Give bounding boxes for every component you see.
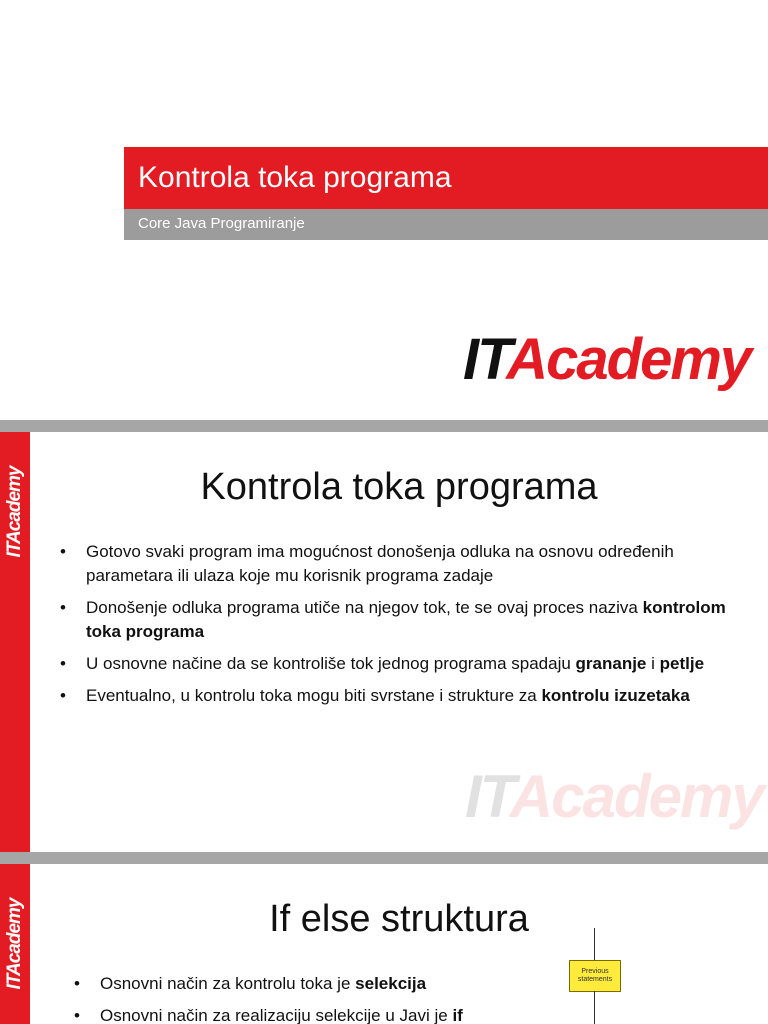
flowchart-arrow [594, 928, 595, 960]
slide-heading: Kontrola toka programa [200, 466, 598, 508]
title-band [124, 147, 768, 209]
bullet-list [72, 972, 532, 1024]
itacademy-watermark: ITAcademy [465, 763, 763, 830]
slide-heading: If else struktura [269, 898, 529, 940]
flowchart-arrow [594, 991, 595, 1024]
content-slide-if-else [0, 864, 768, 1024]
slide-subtitle: Core Java Programiranje [138, 215, 305, 232]
content-slide [0, 432, 768, 852]
slide-title: Kontrola toka programa [138, 161, 452, 194]
sidebar [0, 864, 30, 1024]
bullet-item: • Donošenje odluka programa utiče na njegov tok, te se ovaj proces naziva kontrolom toka programa [58, 596, 748, 644]
itacademy-logo: ITAcademy [463, 327, 751, 392]
bullet-item: • Gotovo svaki program ima mogućnost donošenja odluka na osnovu određenih parametara ili ulaza koje mu korisnik programa zadaje [58, 540, 748, 588]
bullet-item: • Osnovni način za realizaciju selekcije u Javi je if [72, 1004, 532, 1024]
sidebar [0, 432, 30, 852]
subtitle-band [124, 209, 768, 240]
bullet-item: • U osnovne načine da se kontroliše tok jednog programa spadaju grananje i petlje [58, 652, 748, 676]
flowchart-box: Previous statements [569, 960, 621, 992]
title-slide [0, 0, 768, 420]
bullet-list [58, 540, 748, 716]
sidebar-logo: ITAcademy [4, 898, 25, 990]
bullet-item: • Eventualno, u kontrolu toka mogu biti svrstane i strukture za kontrolu izuzetaka [58, 684, 748, 708]
sidebar-logo: ITAcademy [4, 466, 25, 558]
bullet-item: • Osnovni način za kontrolu toka je selekcija [72, 972, 532, 996]
slide-separator [0, 852, 768, 864]
slide-separator [0, 420, 768, 432]
